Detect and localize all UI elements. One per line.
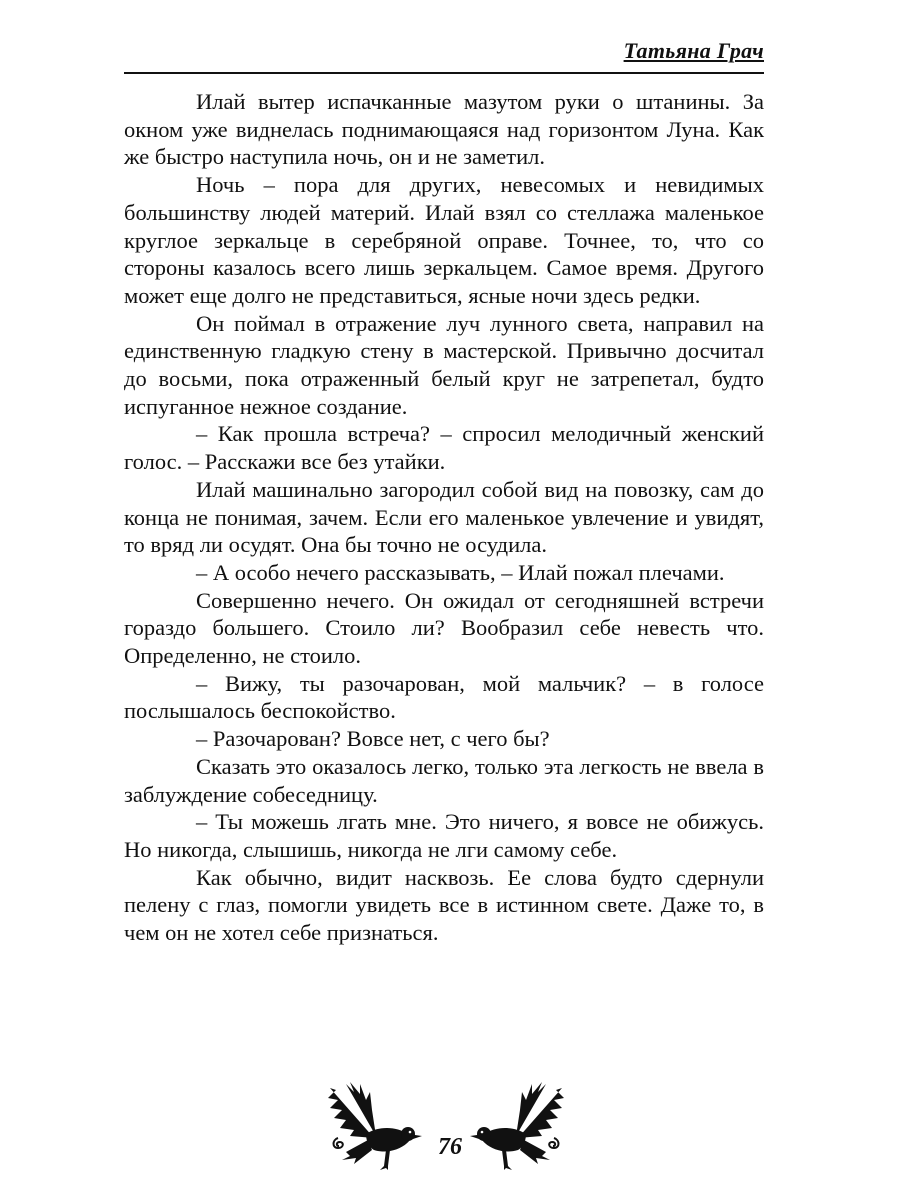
paragraph: Ночь – пора для других, невесомых и невидимых большинству людей материй. Илай взял со стеллажа маленькое круглое зеркальце в серебряной оправе. Точнее, то, что со стороны казалось всего лишь зеркальцем. Самое время. Другого может еще долго не представиться, ясные ночи здесь редки.: [124, 172, 764, 308]
paragraph: – Вижу, ты разочарован, мой мальчик? – в голосе послышалось беспокойство.: [124, 670, 764, 724]
raven-icon: [326, 1080, 426, 1172]
paragraph: – А особо нечего рассказывать, – Илай пожал плечами.: [196, 559, 725, 585]
page-footer: [0, 1072, 900, 1182]
raven-icon: [466, 1080, 566, 1172]
paragraph: Сказать это оказалось легко, только эта легкость не ввела в заблуждение собеседницу.: [124, 753, 764, 807]
paragraph: Как обычно, видит насквозь. Ее слова будто сдернули пелену с глаз, помогли увидеть все в истинном свете. Даже то, в чем он не хотел себе признаться.: [124, 864, 764, 946]
paragraph: Илай машинально загородил собой вид на повозку, сам до конца не понимая, зачем. Если его маленькое увлечение и увидят, то вряд ли осудят. Она бы точно не осудила.: [124, 476, 764, 558]
paragraph: Илай вытер испачканные мазутом руки о штанины. За окном уже виднелась поднимающаяся над горизонтом Луна. Как же быстро наступила ночь, он и не заметил.: [124, 89, 764, 170]
paragraph: – Ты можешь лгать мне. Это ничего, я вовсе не обижусь. Но никогда, слышишь, никогда не лги самому себе.: [124, 809, 764, 862]
paragraph: Он поймал в отражение луч лунного света, направил на единственную гладкую стену в мастерской. Привычно досчитал до восьми, пока отраженный белый круг не затрепетал, будто испуганное нежное создание.: [124, 310, 764, 419]
page-body: [124, 88, 764, 947]
page-number: 76: [438, 1134, 462, 1160]
page-header: [124, 38, 764, 74]
paragraph: Совершенно нечего. Он ожидал от сегодняшней встречи гораздо большего. Стоило ли? Вообразил себе невесть что. Определенно, не стоило.: [124, 587, 764, 669]
author-name: Татьяна Грач: [623, 38, 764, 63]
paragraph: – Как прошла встреча? – спросил мелодичный женский голос. – Расскажи все без утайки.: [124, 421, 764, 475]
paragraph: – Разочарован? Вовсе нет, с чего бы?: [196, 726, 550, 752]
